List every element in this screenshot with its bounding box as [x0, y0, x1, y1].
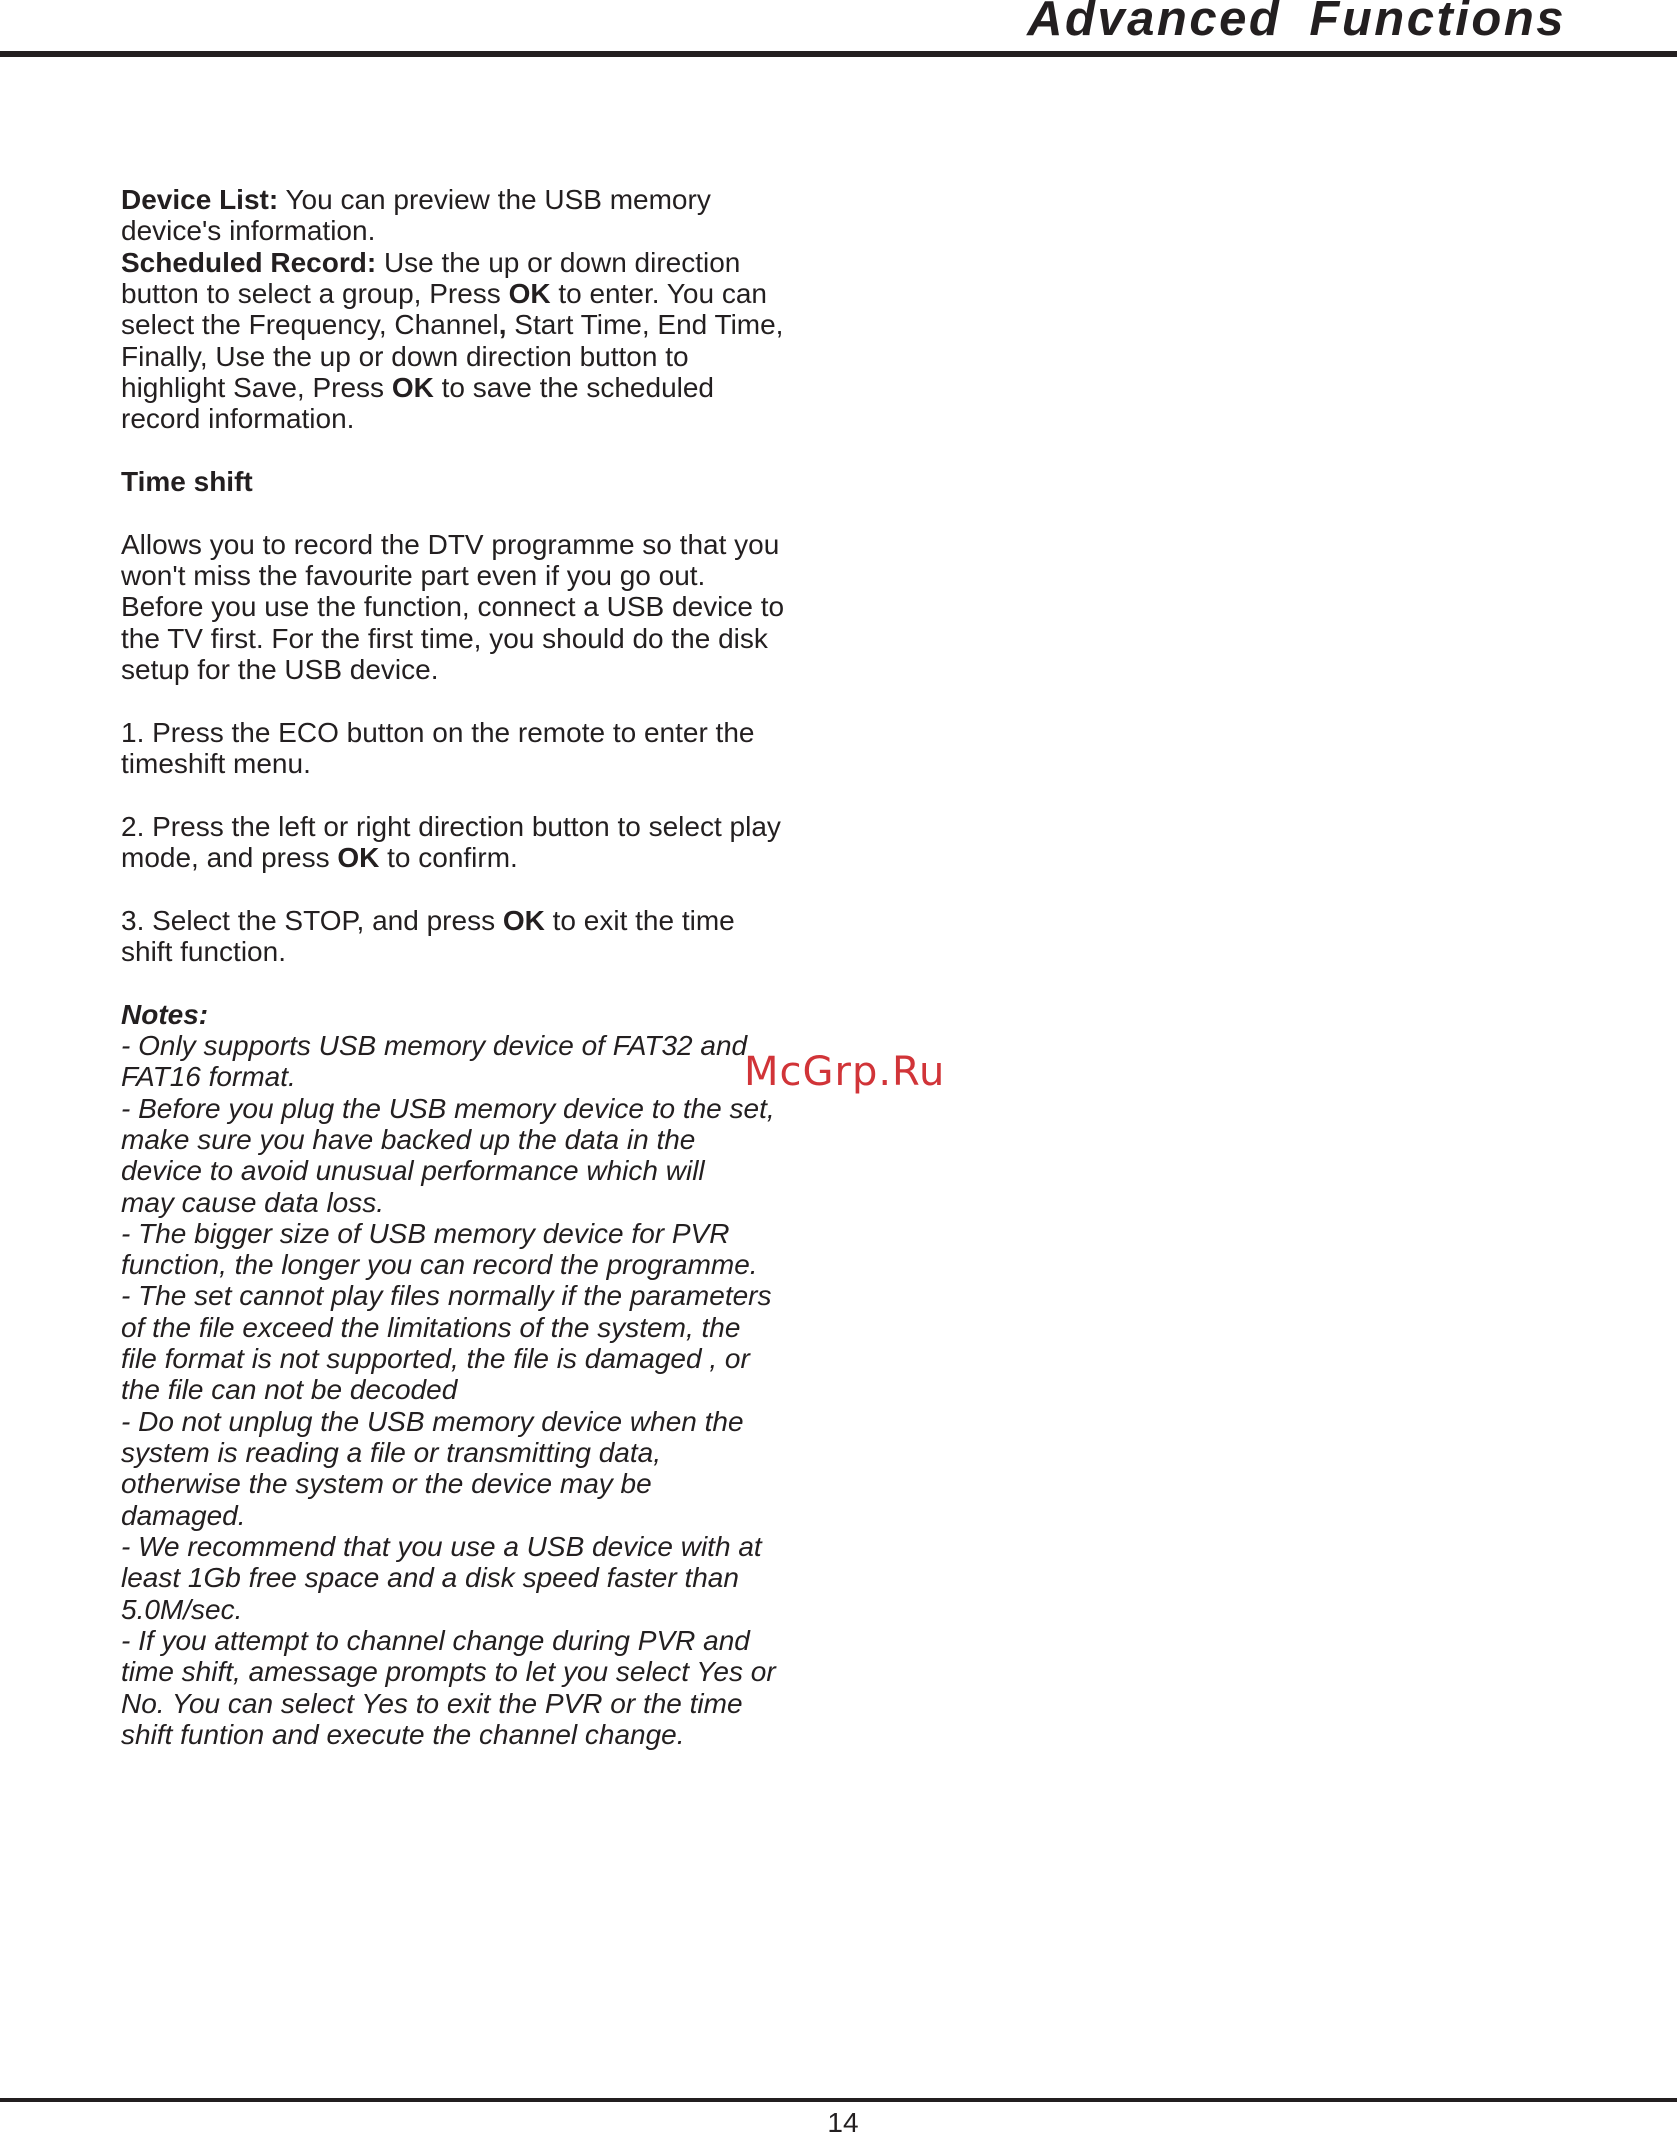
text-line: Allows you to record the DTV programme so that you [121, 528, 780, 560]
text-line: may cause data loss. [121, 1186, 385, 1218]
text-line: the TV first. For the first time, you should do the disk [121, 622, 768, 654]
text-line: won't miss the favourite part even if you go out. [121, 559, 706, 591]
note-item [121, 1531, 881, 1625]
notes-section [121, 999, 881, 1751]
text-line: Finally, Use the up or down direction button to [121, 340, 689, 372]
text-span: mode, and press [121, 841, 338, 873]
text-span: to exit the time [544, 904, 735, 936]
blank-line [121, 435, 881, 466]
text-span: to save the scheduled [433, 371, 715, 403]
text-span: highlight Save, Press [121, 371, 392, 403]
note-item [121, 1625, 881, 1750]
text-span: button to select a group, Press [121, 277, 509, 309]
notes-heading: Notes: [121, 998, 209, 1030]
text-line: make sure you have backed up the data in the [121, 1123, 696, 1155]
text-line: system is reading a file or transmitting data, [121, 1437, 662, 1469]
ok-key-label: OK [508, 277, 551, 309]
text-span: You can preview the USB memory [278, 184, 711, 215]
text-line: record information. [121, 403, 355, 435]
note-item [121, 1280, 881, 1405]
blank-line [121, 873, 881, 904]
scheduled-record-section [121, 247, 881, 435]
header-rule [0, 51, 1677, 57]
text-span: Start Time, End Time, [506, 309, 784, 341]
page-title: Advanced Functions [1027, 0, 1566, 46]
text-line: file format is not supported, the file is damaged , or [121, 1343, 750, 1375]
text-line: 1. Press the ECO button on the remote to enter the [121, 716, 755, 748]
time-shift-section [121, 466, 881, 967]
text-line [121, 372, 881, 403]
text-span: select the Frequency, Channel [121, 309, 499, 341]
text-line: - We recommend that you use a USB device with at [121, 1531, 762, 1563]
text-line: shift function. [121, 935, 286, 967]
text-line [121, 247, 881, 278]
page-number: 14 [827, 2107, 859, 2136]
text-line: 5.0M/sec. [121, 1593, 243, 1625]
note-item [121, 1218, 881, 1281]
text-line: the file can not be decoded [121, 1374, 458, 1406]
text-line: shift funtion and execute the channel change. [121, 1719, 685, 1751]
text-span: to enter. You can [550, 277, 767, 309]
text-line: time shift, amessage prompts to let you select Yes or [121, 1656, 776, 1688]
text-line: device to avoid unusual performance which will [121, 1155, 705, 1187]
blank-line [121, 967, 881, 998]
text-line: of the file exceed the limitations of the system, the [121, 1311, 741, 1343]
text-line: least 1Gb free space and a disk speed faster than [121, 1562, 739, 1594]
blank-line [121, 497, 881, 528]
ok-key-label: OK [502, 904, 545, 936]
blank-line [121, 685, 881, 716]
ok-key-label: OK [391, 371, 434, 403]
text-line [121, 278, 881, 309]
blank-line [121, 779, 881, 810]
text-line: 2. Press the left or right direction button to select play [121, 810, 781, 842]
text-line [121, 842, 881, 873]
time-shift-heading: Time shift [121, 465, 253, 497]
text-line [121, 309, 881, 340]
watermark: McGrp.Ru [744, 1049, 946, 1095]
text-line: timeshift menu. [121, 747, 311, 779]
note-item [121, 1093, 881, 1218]
text-line: FAT16 format. [121, 1061, 296, 1093]
scheduled-record-term: Scheduled Record: [121, 246, 377, 278]
text-line: damaged. [121, 1499, 246, 1531]
text-line: setup for the USB device. [121, 653, 439, 685]
text-line: - The bigger size of USB memory device for PVR [121, 1217, 730, 1249]
text-line: Before you use the function, connect a USB device to [121, 591, 785, 623]
device-list-section [121, 184, 881, 247]
text-line [121, 184, 881, 215]
text-line: - The set cannot play files normally if the parameters [121, 1280, 772, 1312]
step-1 [121, 717, 881, 780]
text-line: - If you attempt to channel change during PVR and [121, 1625, 750, 1657]
text-line [121, 905, 881, 936]
text-span: Use the up or down direction [376, 246, 741, 278]
text-line: device's information. [121, 215, 376, 247]
text-line: - Only supports USB memory device of FAT32 and [121, 1029, 748, 1061]
time-shift-intro [121, 529, 881, 686]
footer-rule [0, 2098, 1677, 2102]
text-line: otherwise the system or the device may be [121, 1468, 652, 1500]
note-item [121, 1406, 881, 1531]
step-2 [121, 811, 881, 874]
text-line: - Do not unplug the USB memory device when the [121, 1405, 744, 1437]
device-list-term: Device List: [121, 184, 279, 215]
page-body [121, 184, 881, 1750]
bold-comma: , [498, 309, 507, 341]
text-line: - Before you plug the USB memory device to the set, [121, 1092, 775, 1124]
text-line: function, the longer you can record the programme. [121, 1249, 758, 1281]
text-line: No. You can select Yes to exit the PVR or the time [121, 1687, 743, 1719]
text-span: 3. Select the STOP, and press [121, 904, 503, 936]
ok-key-label: OK [337, 841, 380, 873]
step-3 [121, 905, 881, 968]
text-span: to confirm. [379, 841, 518, 873]
